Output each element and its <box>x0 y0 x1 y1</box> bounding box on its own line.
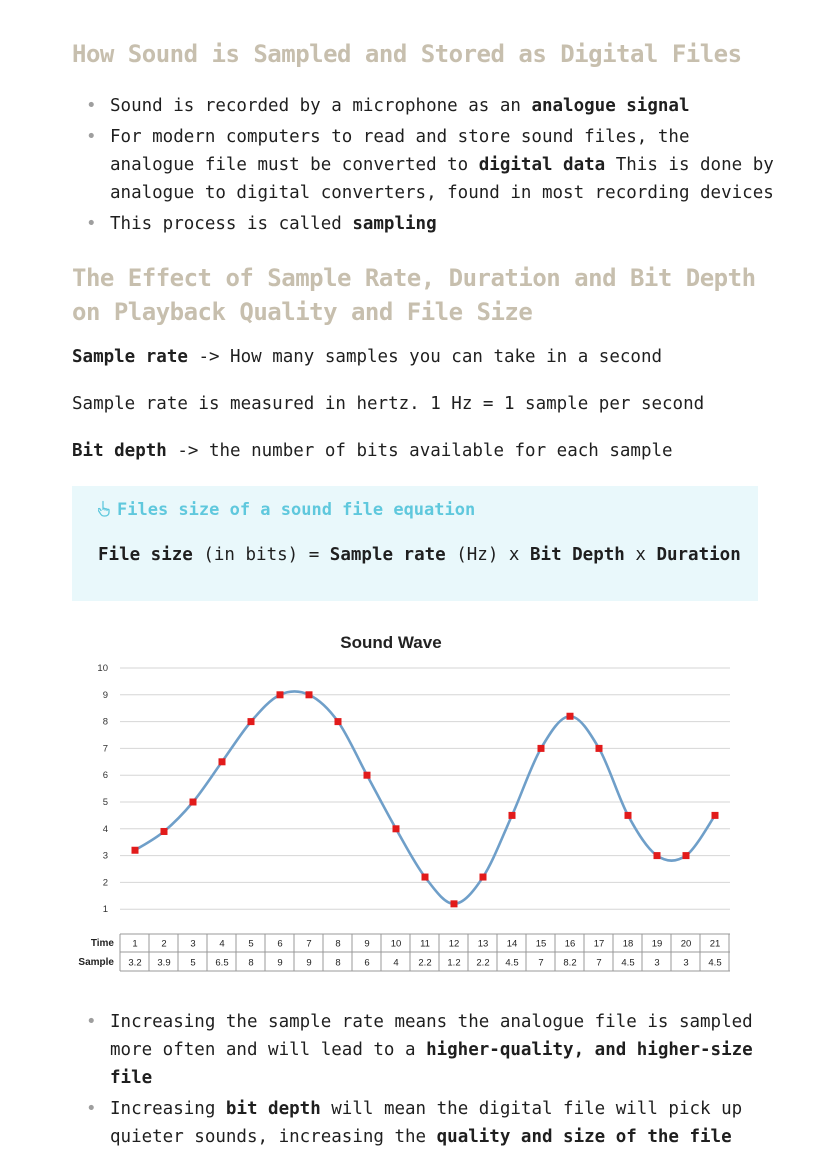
x-tick-label: 8 <box>335 938 341 950</box>
data-label: 4.5 <box>505 957 519 969</box>
y-tick-label: 5 <box>102 797 108 808</box>
y-tick-label: 10 <box>97 663 108 674</box>
file-size-equation: File size (in bits) = Sample rate (Hz) x Bit Depth x Duration <box>98 545 741 565</box>
data-label: 6 <box>364 957 370 969</box>
data-label: 9 <box>277 957 283 969</box>
data-label: 8 <box>248 957 254 969</box>
list-item: • Increasing bit depth will mean the digital file will pick up quieter sounds, increasing the quality and size of the file <box>86 1095 776 1151</box>
x-tick-label: 6 <box>277 938 283 950</box>
data-point <box>596 745 603 752</box>
data-label: 6.5 <box>215 957 229 969</box>
data-point <box>654 852 661 859</box>
row-label-time: Time <box>90 938 114 949</box>
callout-title: Files size of a sound file equation <box>98 500 475 520</box>
data-point <box>480 874 487 881</box>
sampling-bullet-list <box>86 92 776 241</box>
x-tick-label: 21 <box>709 938 721 950</box>
equation-callout <box>72 486 758 601</box>
list-item: • This process is called sampling <box>86 210 776 238</box>
data-point <box>538 745 545 752</box>
data-label: 3.2 <box>128 957 142 969</box>
x-tick-label: 17 <box>593 938 605 950</box>
y-tick-label: 6 <box>102 770 108 782</box>
data-label: 2.2 <box>476 957 490 969</box>
data-point <box>712 812 719 819</box>
list-item: • Increasing the sample rate means the analogue file is sampled more often and will lead to a higher-quality, and higher-size file <box>86 1008 776 1092</box>
data-point <box>422 874 429 881</box>
data-label: 5 <box>190 957 196 969</box>
x-tick-label: 11 <box>420 938 430 950</box>
y-tick-label: 3 <box>102 850 108 862</box>
y-tick-label: 8 <box>102 716 108 728</box>
y-tick-label: 2 <box>102 877 108 889</box>
x-tick-label: 14 <box>506 938 518 950</box>
data-label: 3.9 <box>157 957 171 969</box>
data-point <box>364 772 371 779</box>
x-tick-label: 20 <box>680 938 692 950</box>
y-tick-label: 9 <box>102 689 108 701</box>
data-label: 4 <box>393 957 399 969</box>
bit-depth-definition: Bit depth -> the number of bits available for each sample <box>72 441 673 461</box>
data-point <box>132 847 139 854</box>
data-point <box>509 812 516 819</box>
x-tick-label: 10 <box>390 938 402 950</box>
data-label: 7 <box>596 957 602 969</box>
data-point <box>335 718 342 725</box>
data-label: 1.2 <box>447 957 461 969</box>
row-label-sample: Sample <box>78 957 114 968</box>
x-tick-label: 16 <box>564 938 576 950</box>
x-tick-label: 2 <box>161 938 167 950</box>
x-tick-label: 9 <box>364 938 370 950</box>
y-tick-label: 7 <box>102 743 108 755</box>
list-item: • Sound is recorded by a microphone as an analogue signal <box>86 92 776 120</box>
data-label: 4.5 <box>621 957 635 969</box>
data-label: 8.2 <box>563 957 577 969</box>
data-label: 7 <box>538 957 544 969</box>
series-line <box>135 691 715 903</box>
x-tick-label: 15 <box>535 938 547 950</box>
data-point <box>683 852 690 859</box>
data-point <box>248 718 255 725</box>
x-tick-label: 13 <box>477 938 489 950</box>
x-tick-label: 1 <box>132 938 138 950</box>
data-point <box>306 691 313 698</box>
data-point <box>277 691 284 698</box>
data-label: 3 <box>654 957 660 969</box>
y-tick-label: 1 <box>102 904 108 916</box>
sound-wave-chart <box>74 622 754 974</box>
data-label: 4.5 <box>708 957 722 969</box>
y-tick-label: 4 <box>102 823 108 835</box>
heading-sampling: How Sound is Sampled and Stored as Digital Files <box>72 40 742 68</box>
data-label: 8 <box>335 957 341 969</box>
heading-effect: The Effect of Sample Rate, Duration and Bit Depth on Playback Quality and File Size <box>72 264 756 326</box>
data-point <box>190 799 197 806</box>
x-tick-label: 3 <box>190 938 196 950</box>
data-point <box>393 825 400 832</box>
x-tick-label: 7 <box>306 938 312 950</box>
list-item: • For modern computers to read and store sound files, the analogue file must be converted to digital data This is done by analogue to digital converters, found in most recording devices <box>86 123 776 207</box>
data-point <box>567 713 574 720</box>
data-label: 2.2 <box>418 957 432 969</box>
data-point <box>161 828 168 835</box>
x-tick-label: 19 <box>651 938 663 950</box>
x-tick-label: 5 <box>248 938 254 950</box>
data-point <box>451 900 458 907</box>
data-point <box>219 758 226 765</box>
data-point <box>625 812 632 819</box>
chart-title: Sound Wave <box>340 633 442 652</box>
data-label: 9 <box>306 957 312 969</box>
data-label: 3 <box>683 957 689 969</box>
x-tick-label: 4 <box>219 938 225 950</box>
x-tick-label: 12 <box>448 938 460 950</box>
hertz-definition: Sample rate is measured in hertz. 1 Hz = 1 sample per second <box>72 394 705 414</box>
x-tick-label: 18 <box>622 938 634 950</box>
hand-pointer-icon <box>98 500 113 517</box>
sample-rate-definition: Sample rate -> How many samples you can take in a second <box>72 347 663 367</box>
conclusion-bullet-list <box>86 1008 776 1154</box>
